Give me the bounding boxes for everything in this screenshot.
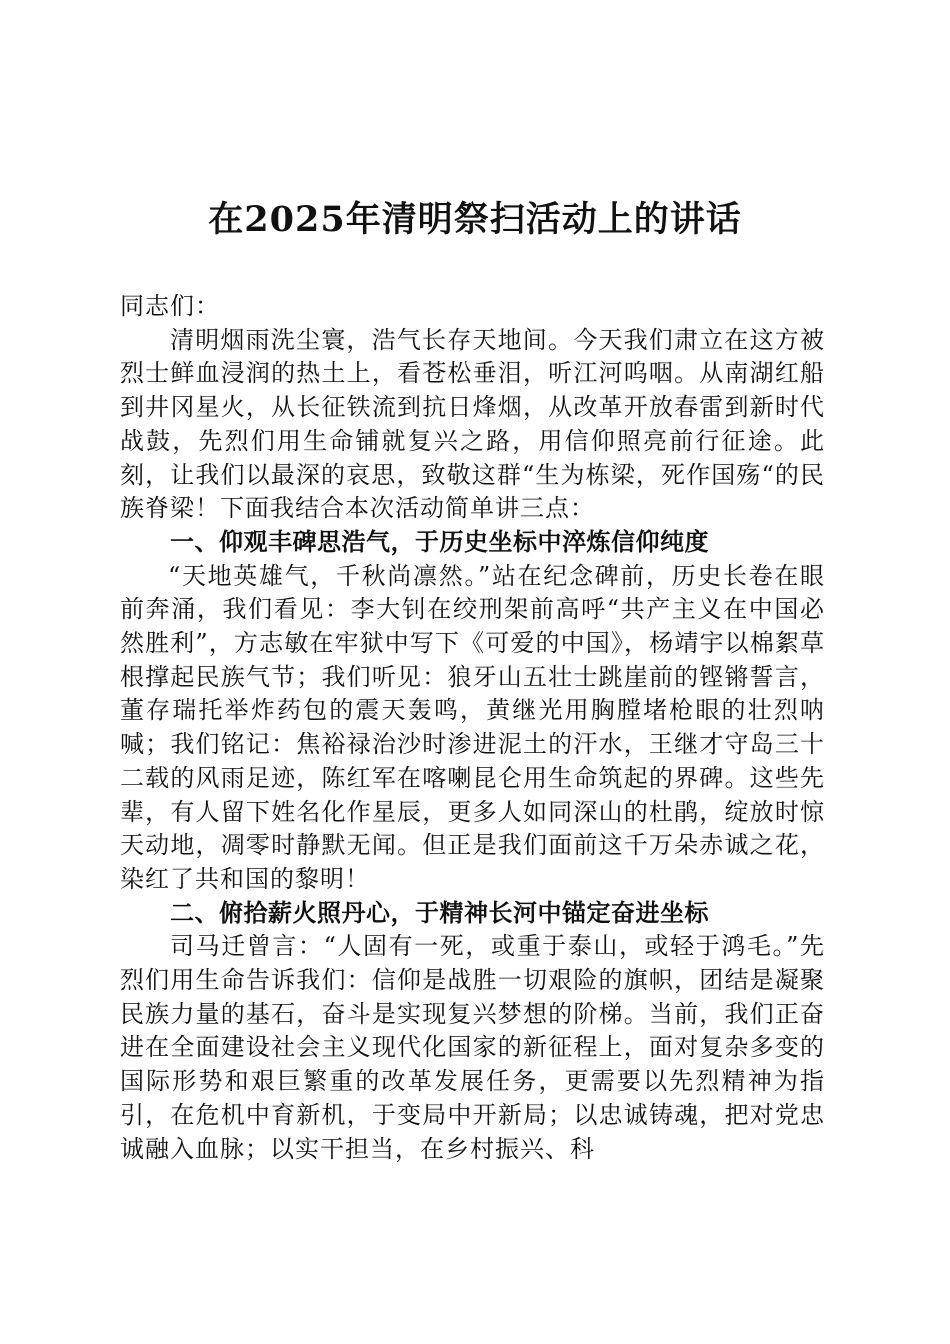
section-paragraph-2: 司马迁曾言：“人固有一死，或重于泰山，或轻于鸿毛。”先烈们用生命告诉我们：信仰是战胜一切艰险的旗帜，团结是凝聚民族力量的基石，奋斗是实现复兴梦想的阶梯。当前，我们正奋进在全面建设社会主义现代化国家的新征程上，面对复杂多变的国际形势和艰巨繁重的改革发展任务，更需要以先烈精神为指引，在危机中育新机，于变局中开新局；以忠诚铸魂，把对党忠诚融入血脉；以实干担当，在乡村振兴、科 — [120, 932, 825, 1163]
salutation: 同志们： — [120, 292, 220, 320]
section-heading-2: 二、俯拾薪火照丹心，于精神长河中锚定奋进坐标 — [170, 898, 709, 927]
section-heading-1: 一、仰观丰碑思浩气，于历史坐标中淬炼信仰纯度 — [170, 527, 709, 556]
document-title: 在2025年清明祭扫活动上的讲话 — [208, 199, 742, 240]
section-paragraph-1: “天地英雄气，千秋尚凛然。”站在纪念碑前，历史长卷在眼前奔涌，我们看见：李大钊在绞刑架前高呼“共产主义在中国必然胜利”，方志敏在牢狱中写下《可爱的中国》，杨靖宇以棉絮草根撑起民族气节；我们听见：狼牙山五壮士跳崖前的铿锵誓言，董存瑞托举炸药包的震天轰鸣，黄继光用胸膛堵枪眼的壮烈呐喊；我们铭记：焦裕禄治沙时渗进泥土的汗水，王继才守岛三十二载的风雨足迹，陈红军在喀喇昆仑用生命筑起的界碑。这些先辈，有人留下姓名化作星辰，更多人如同深山的杜鹃，绽放时惊天动地，凋零时静默无闻。但正是我们面前这千万朵赤诚之花，染红了共和国的黎明！ — [120, 561, 825, 893]
document-body — [120, 290, 825, 1166]
intro-paragraph: 清明烟雨洗尘寰，浩气长存天地间。今天我们肃立在这方被烈士鲜血浸润的热土上，看苍松垂泪，听江河呜咽。从南湖红船到井冈星火，从长征铁流到抗日烽烟，从改革开放春雷到新时代战鼓，先烈们用生命铺就复兴之路，用信仰照亮前行征途。此刻，让我们以最深的哀思，致敬这群“生为栋梁，死作国殇“的民族脊梁！下面我结合本次活动简单讲三点： — [120, 325, 825, 523]
